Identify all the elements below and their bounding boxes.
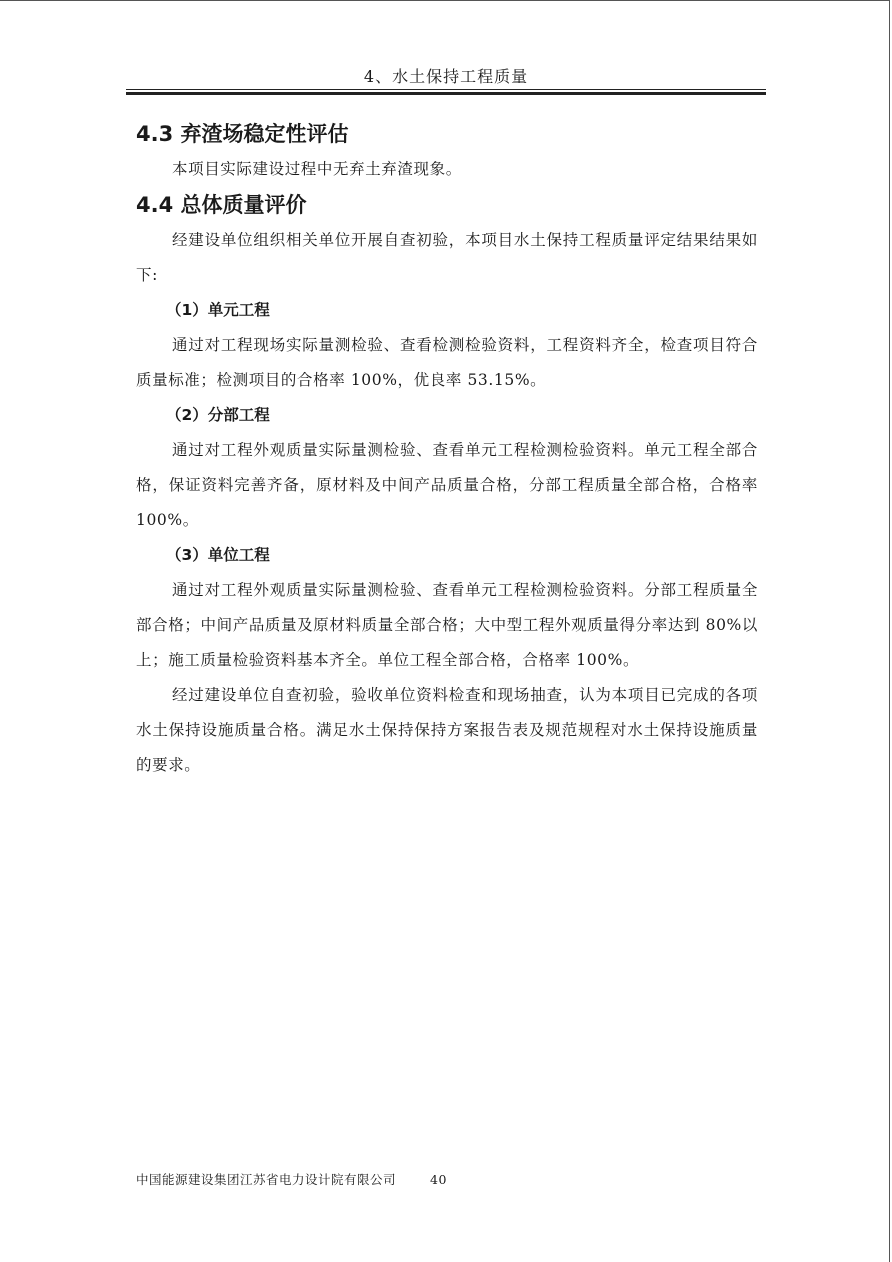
- paragraph-conclusion: 经过建设单位自查初验，验收单位资料检查和现场抽查，认为本项目已完成的各项水土保持设施质量合格。满足水土保持保持方案报告表及规范规程对水土保持设施质量的要求。: [136, 686, 758, 774]
- subheading-unit-project: （3）单位工程: [166, 546, 270, 564]
- footer-company: 中国能源建设集团江苏省电力设计院有限公司: [136, 1172, 397, 1187]
- subheading-unit-engineering: （1）单元工程: [166, 301, 270, 319]
- subheading-branch-engineering: （2）分部工程: [166, 406, 270, 424]
- paragraph-slag-site: 本项目实际建设过程中无弃土弃渣现象。: [172, 160, 462, 178]
- paragraph-branch-engineering: 通过对工程外观质量实际量测检验、查看单元工程检测检验资料。单元工程全部合格，保证资料完善齐备，原材料及中间产品质量合格，分部工程质量全部合格，合格率 100%。: [136, 441, 758, 529]
- header-rule-thick: [126, 92, 766, 95]
- page-footer: [136, 1170, 447, 1188]
- paragraph-unit-engineering: 通过对工程现场实际量测检验、查看检测检验资料，工程资料齐全，检查项目符合质量标准；检测项目的合格率 100%，优良率 53.15%。: [136, 336, 758, 389]
- page-number: 40: [430, 1172, 447, 1187]
- document-body: [136, 116, 758, 783]
- paragraph-unit-project: 通过对工程外观质量实际量测检验、查看单元工程检测检验资料。分部工程质量全部合格；中间产品质量及原材料质量全部合格；大中型工程外观质量得分率达到 80%以上；施工质量检验资料基本齐全。单位工程全部合格，合格率 100%。: [136, 581, 758, 669]
- header-rule-thin: [126, 89, 766, 90]
- paragraph-intro: 经建设单位组织相关单位开展自查初验，本项目水土保持工程质量评定结果结果如下:: [136, 231, 758, 284]
- section-heading-4-3: 4.3 弃渣场稳定性评估: [136, 122, 349, 146]
- running-header: 4、水土保持工程质量: [363, 67, 529, 86]
- section-heading-4-4: 4.4 总体质量评价: [136, 193, 307, 217]
